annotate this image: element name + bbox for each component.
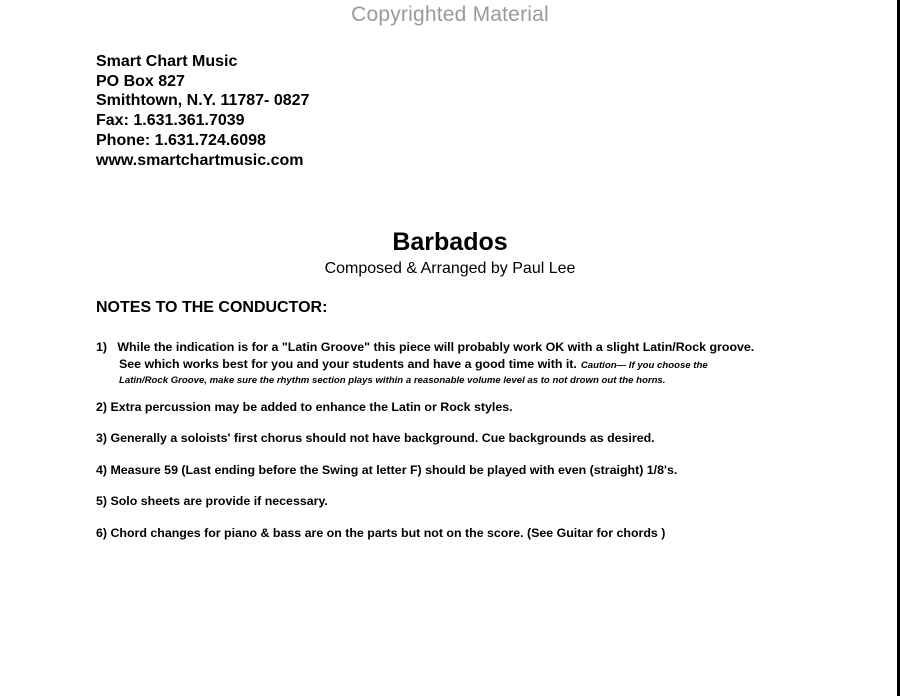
composer-credit: Composed & Arranged by Paul Lee	[324, 260, 576, 277]
publisher-city: Smithtown, N.Y. 11787- 0827	[96, 92, 310, 110]
publisher-po-box: PO Box 827	[96, 72, 185, 90]
note-1-text-2: See which works best for you and your students and have a good time with it.	[119, 357, 577, 371]
note-1-number: 1)	[96, 340, 108, 354]
copyright-watermark: Copyrighted Material	[351, 3, 549, 26]
conductor-note-6: 6) Chord changes for piano & bass are on the parts but not on the score. (See Guitar for chords )	[96, 526, 666, 540]
conductor-note-2: 2) Extra percussion may be added to enhance the Latin or Rock styles.	[96, 400, 513, 414]
conductor-note-4: 4) Measure 59 (Last ending before the Swing at letter F) should be played with even (straight) 1/8's.	[96, 463, 678, 477]
publisher-address-block	[96, 52, 309, 170]
conductor-note-3: 3) Generally a soloists' first chorus should not have background. Cue backgrounds as desired.	[96, 431, 655, 445]
piece-title: Barbados	[392, 228, 508, 256]
conductor-note-1	[96, 339, 754, 388]
publisher-website: www.smartchartmusic.com	[96, 151, 304, 169]
note-1-line-2	[96, 356, 754, 374]
conductor-note-5: 5) Solo sheets are provide if necessary.	[96, 494, 328, 508]
publisher-fax: Fax: 1.631.361.7039	[96, 112, 245, 130]
notes-heading: NOTES TO THE CONDUCTOR:	[96, 299, 328, 316]
publisher-name: Smart Chart Music	[96, 53, 238, 70]
note-1-text: While the indication is for a "Latin Groove" this piece will probably work OK with a slight Latin/Rock groove.	[117, 340, 755, 354]
publisher-phone: Phone: 1.631.724.6098	[96, 131, 266, 149]
note-1-caution: Caution— If you choose the	[580, 360, 708, 371]
note-1-line-1	[96, 339, 754, 356]
note-1-caution-continued: Latin/Rock Groove, make sure the rhythm section plays within a reasonable volume level as to not drown out the horns.	[119, 375, 666, 386]
